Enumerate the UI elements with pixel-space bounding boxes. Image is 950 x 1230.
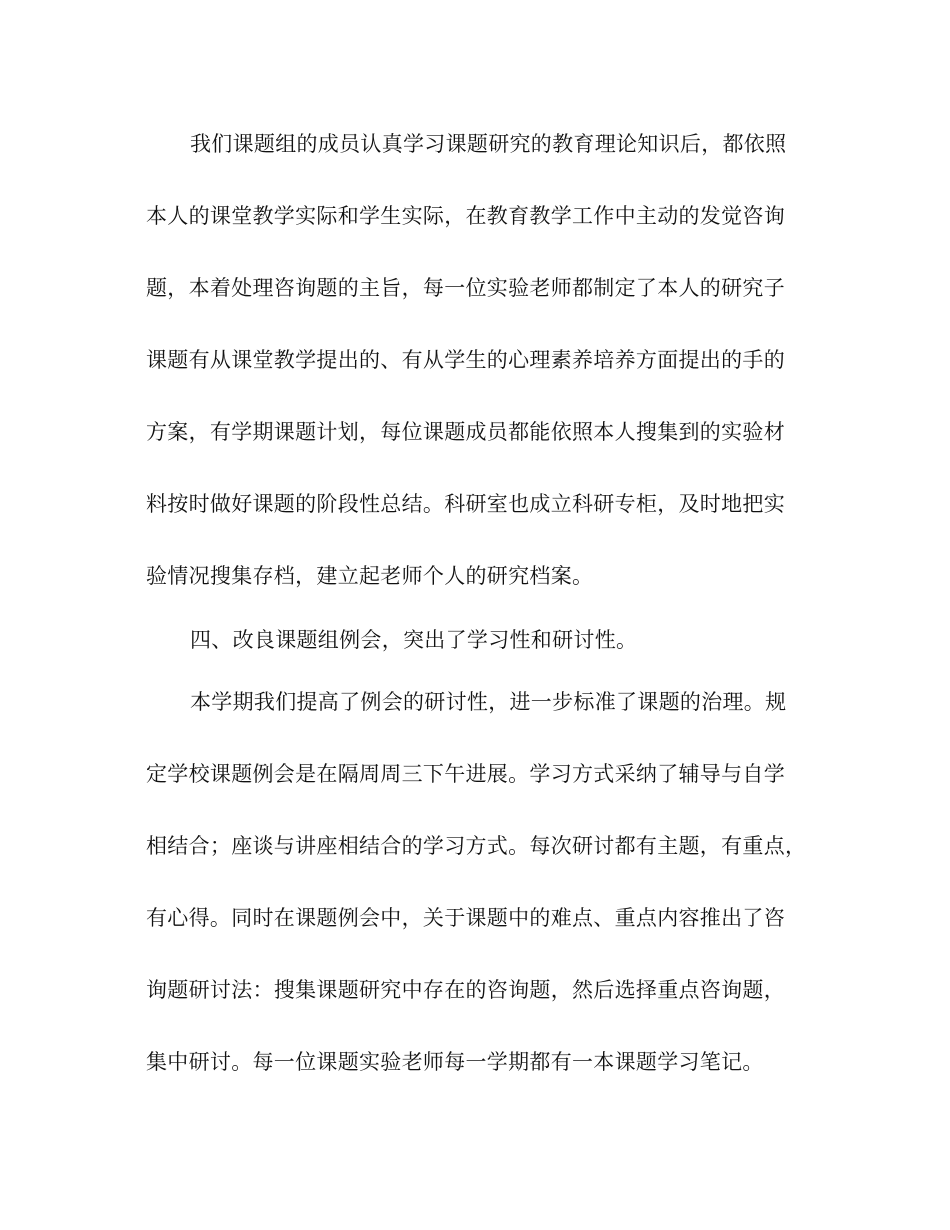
section-heading: 四、改良课题组例会，突出了学习性和研讨性。 [190, 628, 638, 652]
text-line: 集中研讨。每一位课题实验老师每一学期都有一本课题学习笔记。 [146, 1050, 764, 1074]
text-line: 我们课题组的成员认真学习课题研究的教育理论知识后，都依照 [190, 132, 787, 156]
text-line: 询题研讨法：搜集课题研究中存在的咨询题，然后选择重点咨询题， [146, 978, 785, 1002]
text-line: 定学校课题例会是在隔周周三下午进展。学习方式采纳了辅导与自学 [146, 762, 785, 786]
text-line: 本学期我们提高了例会的研讨性，进一步标准了课题的治理。规 [190, 690, 787, 714]
text-line: 题，本着处理咨询题的主旨，每一位实验老师都制定了本人的研究子 [146, 276, 785, 300]
text-line: 验情况搜集存档，建立起老师个人的研究档案。 [146, 564, 594, 588]
text-line: 课题有从课堂教学提出的、有从学生的心理素养培养方面提出的手的 [146, 348, 785, 372]
text-line: 方案，有学期课题计划，每位课题成员都能依照本人搜集到的实验材 [146, 420, 785, 444]
text-line: 有心得。同时在课题例会中，关于课题中的难点、重点内容推出了咨 [146, 906, 785, 930]
text-line: 相结合；座谈与讲座相结合的学习方式。每次研讨都有主题，有重点， [146, 834, 807, 858]
text-line: 料按时做好课题的阶段性总结。科研室也成立科研专柜，及时地把实 [146, 492, 785, 516]
text-line: 本人的课堂教学实际和学生实际，在教育教学工作中主动的发觉咨询 [146, 204, 785, 228]
